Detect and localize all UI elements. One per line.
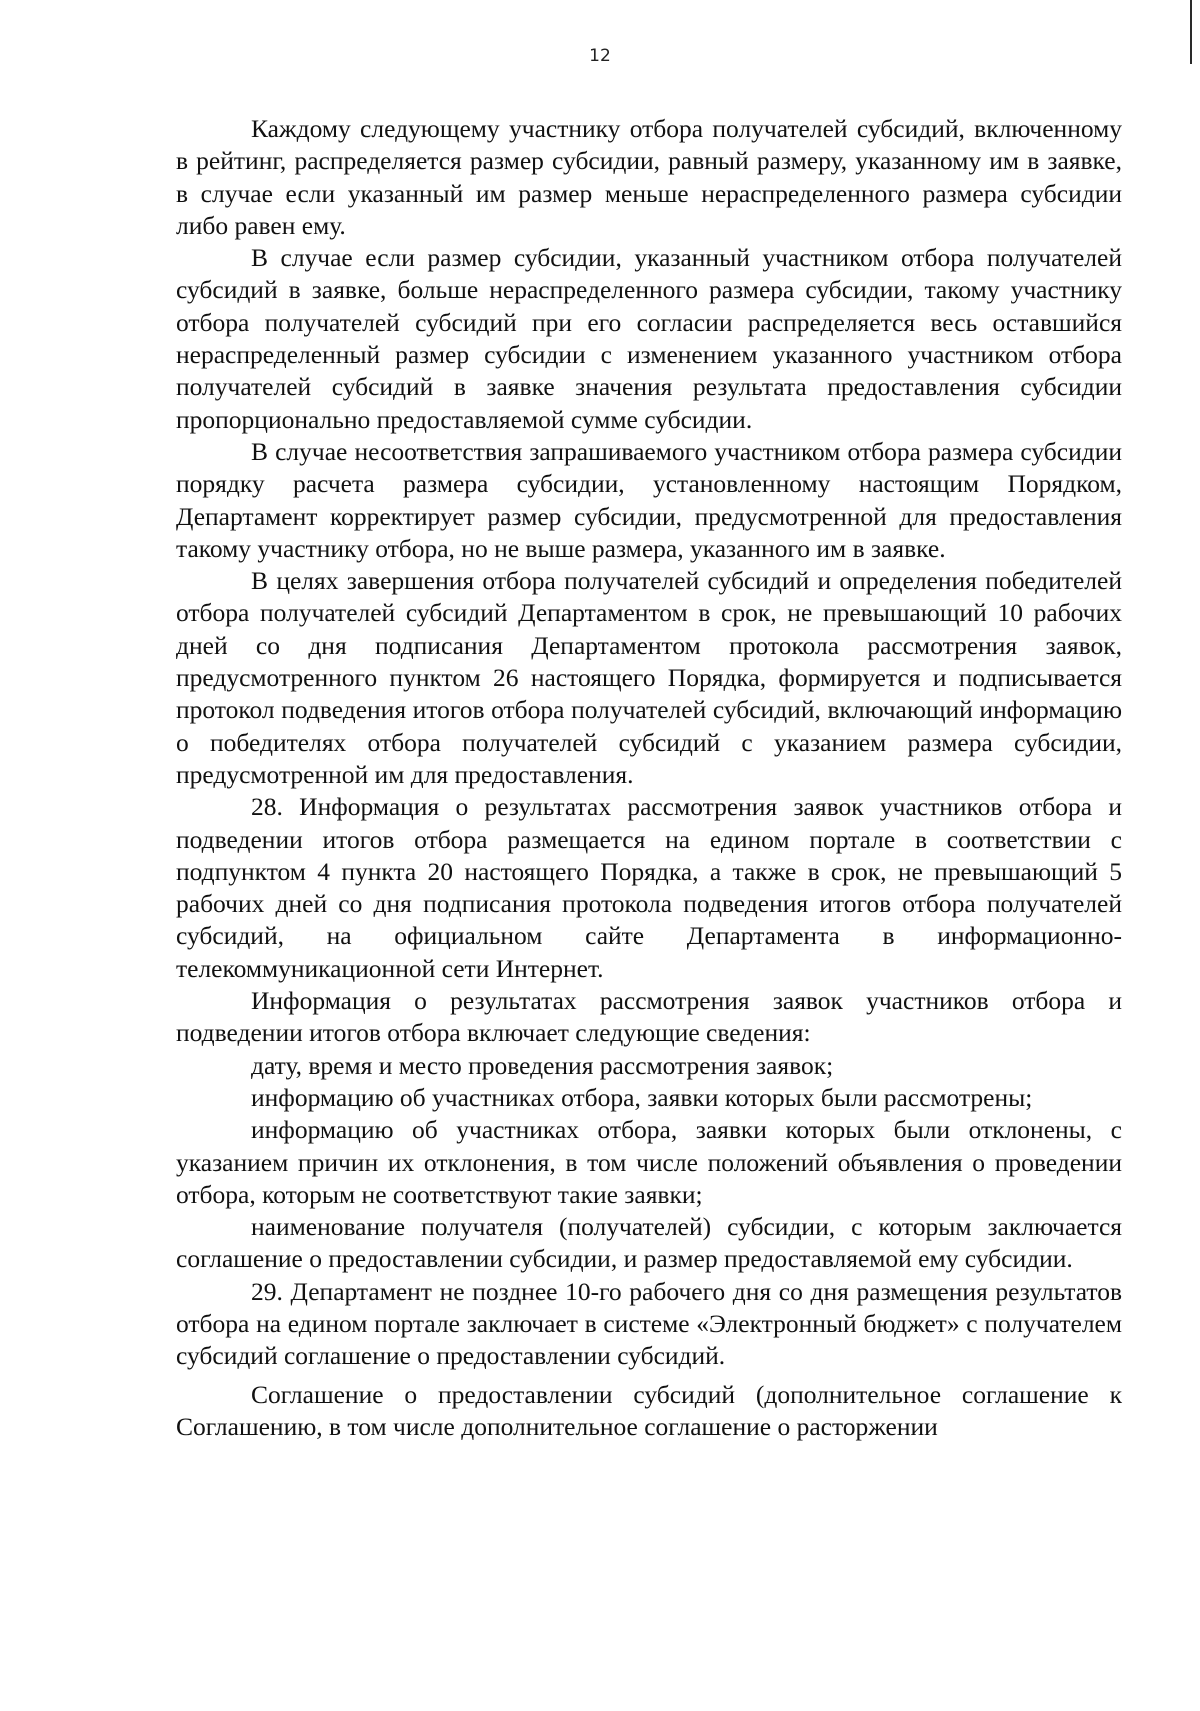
- paragraph-list-considered-participants: информацию об участниках отбора, заявки которых были рассмотрены;: [251, 1082, 1033, 1112]
- document-body: [176, 113, 1122, 1443]
- paragraph-selection-completion: В целях завершения отбора получателей субсидий и определения победителей отбора получателей субсидий Департаментом в срок, не превышающий 10 рабочих дней со дня подписания Департаментом протокола рассмотрения заявок, предусмотренного пунктом 26 настоящего Порядка, формируется и подписывается протокол подведения итогов отбора получателей субсидий, включающий информацию о победителях отбора получателей субсидий с указанием размера субсидии, предусмотренной им для предоставления.: [176, 566, 1122, 789]
- paragraph-distribution-next-participant: Каждому следующему участнику отбора получателей субсидий, включенному в рейтинг, распределяется размер субсидии, равный размеру, указанному им в заявке, в случае если указанный им размер меньше нераспределенного размера субсидии либо равен ему.: [176, 114, 1122, 240]
- paragraph-results-info-includes: Информация о результатах рассмотрения заявок участников отбора и подведении итогов отбора включает следующие сведения:: [176, 986, 1122, 1048]
- page-number: 12: [589, 46, 611, 66]
- paragraph-agreement: Соглашение о предоставлении субсидий (дополнительное соглашение к Соглашению, в том числе дополнительное соглашение о расторжении: [176, 1379, 1122, 1441]
- paragraph-item-28: 28. Информация о результатах рассмотрения заявок участников отбора и подведении итогов отбора размещается на едином портале в соответствии с подпунктом 4 пункта 20 настоящего Порядка, а также в срок, не превышающий 5 рабочих дней со дня подписания протокола подведения итогов отбора получателей субсидий, на официальном сайте Департамента в информационно-телекоммуникационной сети Интернет.: [176, 792, 1122, 983]
- paragraph-list-rejected-participants: информацию об участниках отбора, заявки которых были отклонены, с указанием причин их отклонения, в том числе положений объявления о проведении отбора, которым не соответствуют такие заявки;: [176, 1115, 1122, 1209]
- paragraph-list-recipient-name: наименование получателя (получателей) субсидии, с которым заключается соглашение о предоставлении субсидии, и размер предоставляемой ему субсидии.: [176, 1212, 1122, 1274]
- paragraph-requested-mismatch: В случае несоответствия запрашиваемого участником отбора размера субсидии порядку расчета размера субсидии, установленному настоящим Порядком, Департамент корректирует размер субсидии, предусмотренной для предоставления такому участнику отбора, но не выше размера, указанного им в заявке.: [176, 436, 1122, 563]
- paragraph-item-29: 29. Департамент не позднее 10-го рабочего дня со дня размещения результатов отбора на едином портале заключает в системе «Электронный бюджет» с получателем субсидий соглашение о предоставлении субсидий.: [176, 1276, 1122, 1371]
- paragraph-requested-exceeds-remaining: В случае если размер субсидии, указанный участником отбора получателей субсидий в заявке, больше нераспределенного размера субсидии, такому участнику отбора получателей субсидий при его согласии распределяется весь оставшийся нераспределенный размер субсидии с изменением указанного участником отбора получателей субсидий в заявке значения результата предоставления субсидии пропорционально предоставляемой сумме субсидии.: [176, 243, 1122, 434]
- paragraph-list-date-time-place: дату, время и место проведения рассмотрения заявок;: [251, 1050, 834, 1080]
